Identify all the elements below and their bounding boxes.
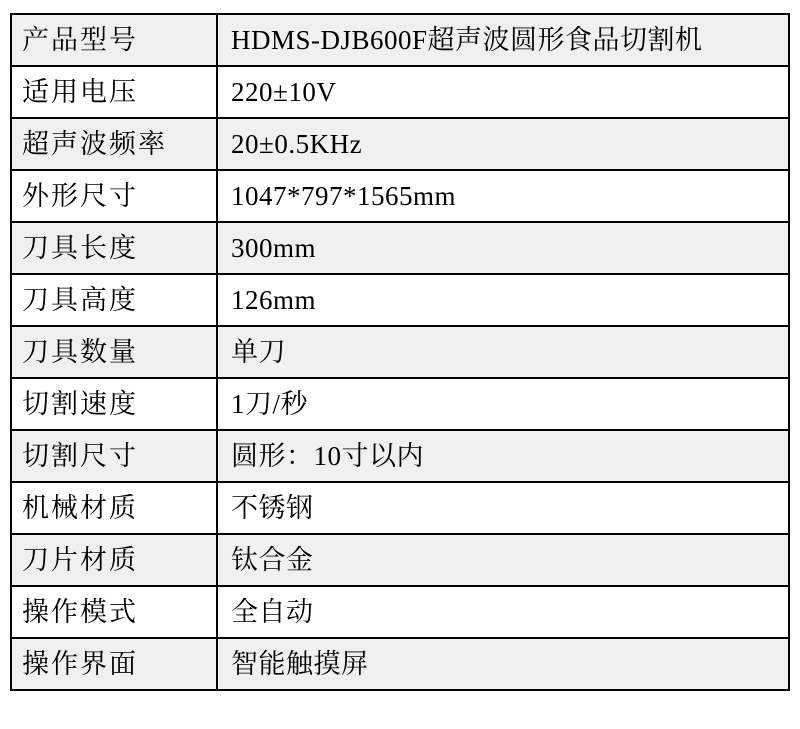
spec-label-cell: 外形尺寸 xyxy=(11,170,217,222)
spec-value-cell: 单刀 xyxy=(217,326,789,378)
spec-label-cell: 切割速度 xyxy=(11,378,217,430)
spec-value-cell: HDMS-DJB600F超声波圆形食品切割机 xyxy=(217,14,789,66)
spec-label-cell: 操作界面 xyxy=(11,638,217,690)
spec-label-cell: 适用电压 xyxy=(11,66,217,118)
spec-value-cell: 不锈钢 xyxy=(217,482,789,534)
spec-table xyxy=(10,13,790,691)
spec-value-cell: 220±10V xyxy=(217,66,789,118)
table-row xyxy=(11,586,789,638)
spec-label-cell: 机械材质 xyxy=(11,482,217,534)
table-row xyxy=(11,430,789,482)
spec-value-cell: 圆形：10寸以内 xyxy=(217,430,789,482)
table-row xyxy=(11,482,789,534)
spec-value-cell: 20±0.5KHz xyxy=(217,118,789,170)
table-row xyxy=(11,170,789,222)
spec-table-body xyxy=(11,14,789,690)
spec-value-cell: 钛合金 xyxy=(217,534,789,586)
spec-label-cell: 切割尺寸 xyxy=(11,430,217,482)
table-row xyxy=(11,274,789,326)
table-row xyxy=(11,378,789,430)
spec-label-cell: 刀片材质 xyxy=(11,534,217,586)
table-row xyxy=(11,534,789,586)
spec-label-cell: 操作模式 xyxy=(11,586,217,638)
spec-label-cell: 超声波频率 xyxy=(11,118,217,170)
spec-value-cell: 1047*797*1565mm xyxy=(217,170,789,222)
spec-value-cell: 300mm xyxy=(217,222,789,274)
spec-label-cell: 刀具长度 xyxy=(11,222,217,274)
table-row xyxy=(11,222,789,274)
table-row xyxy=(11,66,789,118)
table-row xyxy=(11,14,789,66)
table-row xyxy=(11,326,789,378)
spec-label-cell: 刀具高度 xyxy=(11,274,217,326)
spec-value-cell: 126mm xyxy=(217,274,789,326)
table-row xyxy=(11,118,789,170)
spec-value-cell: 智能触摸屏 xyxy=(217,638,789,690)
spec-label-cell: 刀具数量 xyxy=(11,326,217,378)
spec-value-cell: 1刀/秒 xyxy=(217,378,789,430)
spec-label-cell: 产品型号 xyxy=(11,14,217,66)
table-row xyxy=(11,638,789,690)
spec-value-cell: 全自动 xyxy=(217,586,789,638)
